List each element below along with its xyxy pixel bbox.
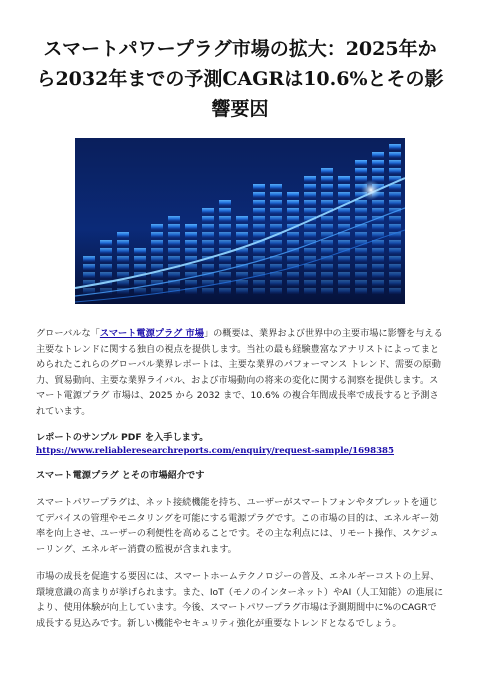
hero-bar-segment	[372, 224, 384, 230]
hero-bar-segment	[304, 176, 316, 182]
hero-bar-segment	[304, 184, 316, 190]
hero-bar-segment	[389, 272, 401, 278]
hero-bar-segment	[287, 256, 299, 262]
hero-bar-segment	[321, 224, 333, 230]
body-paragraph-2: スマートパワープラグは、ネット接続機能を持ち、ユーザーがスマートフォンやタブレットを通じてデバイスの管理やモニタリングを可能にする電源プラグです。この市場の目的は、エネルギー効率を向上させ、ユーザーの利便性を高めることです。その主な利点には、リモート操作、スケジューリング、エネルギー消費の監視が含まれます。	[36, 497, 439, 555]
hero-bar-segment	[304, 248, 316, 254]
hero-bar-segment	[389, 192, 401, 198]
hero-bar-segment	[219, 240, 231, 246]
hero-bar-segment	[253, 232, 265, 238]
hero-bar-segment	[253, 224, 265, 230]
hero-bar-segment	[389, 160, 401, 166]
hero-bar-segment	[321, 280, 333, 286]
hero-bar-segment	[321, 264, 333, 270]
hero-bar-segment	[389, 288, 401, 294]
hero-bar-segment	[338, 216, 350, 222]
hero-bar-segment	[236, 256, 248, 262]
hero-bar-segment	[100, 272, 112, 278]
hero-bar-segment	[168, 256, 180, 262]
hero-bar-segment	[355, 264, 367, 270]
hero-bar-segment	[372, 168, 384, 174]
hero-bar-segment	[287, 232, 299, 238]
hero-bar-segment	[389, 224, 401, 230]
hero-bar-segment	[321, 288, 333, 294]
hero-bar-segment	[236, 216, 248, 222]
hero-bar-segment	[117, 240, 129, 246]
hero-bar-segment	[134, 248, 146, 254]
hero-bar-segment	[372, 152, 384, 158]
section-heading: スマート電源プラグ とその市場紹介です	[36, 470, 205, 481]
hero-bar-segment	[202, 264, 214, 270]
hero-bar-segment	[100, 240, 112, 246]
hero-bar-segment	[287, 216, 299, 222]
market-link[interactable]: スマート電源プラグ 市場	[99, 328, 204, 339]
hero-bar-segment	[134, 264, 146, 270]
hero-bar-segment	[117, 232, 129, 238]
hero-bar-segment	[338, 272, 350, 278]
hero-bar-segment	[355, 272, 367, 278]
hero-bar-segment	[287, 288, 299, 294]
hero-bar-segment	[185, 224, 197, 230]
hero-bar-segment	[219, 272, 231, 278]
hero-bar-segment	[304, 272, 316, 278]
hero-bar-segment	[168, 224, 180, 230]
document-title: スマートパワープラグ市場の拡大：2025年から2032年までの予測CAGRは10.6%とその影響要因	[36, 38, 444, 120]
hero-bar-segment	[338, 192, 350, 198]
hero-bar-segment	[372, 264, 384, 270]
hero-bar-segment	[117, 272, 129, 278]
hero-bar-segment	[321, 184, 333, 190]
hero-bar-segment	[321, 248, 333, 254]
intro-paragraph	[36, 326, 444, 419]
hero-bar-segment	[355, 168, 367, 174]
hero-bar-segment	[321, 200, 333, 206]
hero-bar-segment	[236, 280, 248, 286]
hero-bar-segment	[355, 232, 367, 238]
hero-bar-segment	[355, 160, 367, 166]
hero-bar-segment	[219, 232, 231, 238]
hero-bar-segment	[389, 200, 401, 206]
hero-bar-segment	[287, 240, 299, 246]
hero-bar-segment	[389, 256, 401, 262]
hero-bar-segment	[219, 208, 231, 214]
hero-bar-segment	[287, 200, 299, 206]
hero-bar-segment	[287, 272, 299, 278]
hero-bar-segment	[270, 280, 282, 286]
hero-bar-segment	[304, 200, 316, 206]
hero-bar-segment	[100, 264, 112, 270]
hero-bar-segment	[287, 208, 299, 214]
hero-bar-segment	[270, 224, 282, 230]
hero-bar-segment	[151, 240, 163, 246]
hero-bar-segment	[202, 240, 214, 246]
hero-bar-segment	[287, 280, 299, 286]
hero-bar-segment	[253, 192, 265, 198]
hero-bar-segment	[202, 224, 214, 230]
hero-bar-segment	[304, 264, 316, 270]
hero-bar-segment	[236, 272, 248, 278]
hero-bar-segment	[270, 264, 282, 270]
hero-bar-segment	[372, 248, 384, 254]
hero-bar-segment	[151, 224, 163, 230]
hero-bar-segment	[355, 288, 367, 294]
hero-bar-segment	[219, 200, 231, 206]
hero-bar-segment	[372, 288, 384, 294]
hero-bar-segment	[304, 232, 316, 238]
intro-text-after: 」の概要は、業界および世界中の主要市場に影響を与える主要なトレンドに関する独自の視点を提供します。当社の最も経験豊富なアナリストによってまとめられたこれらのグローバル業界レポートは、主要な業界のパフォーマンス トレンド、需要の原動力、貿易動向、主要な業界ライバル、および市場動向の将来の変化に関する洞察を提供します。スマート電源プラグ 市場は、2025 から 2032 まで、10.6% の複合年間成長率で成長すると予測されています。	[36, 328, 443, 417]
hero-bar-segment	[287, 192, 299, 198]
hero-bar-segment	[270, 248, 282, 254]
hero-bar-segment	[253, 208, 265, 214]
hero-bar-segment	[355, 280, 367, 286]
hero-bar-segment	[202, 216, 214, 222]
hero-bar-segment	[372, 272, 384, 278]
hero-bar-segment	[355, 216, 367, 222]
hero-bar-segment	[338, 264, 350, 270]
hero-bar-segment	[253, 264, 265, 270]
hero-bar-segment	[338, 208, 350, 214]
hero-bar-segment	[219, 256, 231, 262]
hero-bar-segment	[253, 200, 265, 206]
hero-bar-segment	[270, 240, 282, 246]
hero-bar-segment	[321, 272, 333, 278]
hero-bar-segment	[202, 232, 214, 238]
hero-bar-segment	[168, 272, 180, 278]
hero-bar-segment	[83, 288, 95, 294]
hero-bar-segment	[253, 216, 265, 222]
hero-bar-segment	[168, 248, 180, 254]
hero-bar-segment	[253, 288, 265, 294]
hero-bar-segment	[389, 168, 401, 174]
body-paragraph-3: 市場の成長を促進する要因には、スマートホームテクノロジーの普及、エネルギーコストの上昇、環境意識の高まりが挙げられます。また、IoT（モノのインターネット）やAI（人工知能）の進展により、使用体験が向上しています。今後、スマートパワープラグ市場は予測期間中に%のCAGRで成長する見込みです。新しい機能やセキュリティ強化が重要なトレンドとなるでしょう。	[36, 571, 444, 629]
hero-bar-segment	[270, 184, 282, 190]
hero-bar-segment	[338, 184, 350, 190]
hero-bar-segment	[117, 248, 129, 254]
hero-bar-segment	[321, 192, 333, 198]
hero-bar-segment	[304, 192, 316, 198]
hero-bar-segment	[151, 248, 163, 254]
hero-bar-segment	[253, 280, 265, 286]
hero-bar-segment	[219, 216, 231, 222]
hero-bar-segment	[253, 184, 265, 190]
hero-bar-segment	[134, 256, 146, 262]
hero-bar-segment	[134, 280, 146, 286]
sample-request-link[interactable]: https://www.reliableresearchreports.com/enquiry/request-sample/1698385	[36, 446, 395, 456]
hero-bar-segment	[338, 288, 350, 294]
hero-bar-segment	[270, 216, 282, 222]
hero-bar-segment	[372, 208, 384, 214]
hero-bar-segment	[202, 248, 214, 254]
hero-bar-segment	[321, 168, 333, 174]
hero-bar-segment	[202, 208, 214, 214]
hero-bar-segment	[304, 288, 316, 294]
hero-bar-segment	[185, 280, 197, 286]
hero-bar-segment	[236, 232, 248, 238]
hero-bar-segment	[185, 240, 197, 246]
hero-bar-segment	[389, 216, 401, 222]
hero-bar-segment	[185, 248, 197, 254]
hero-bar-segment	[117, 264, 129, 270]
hero-bar-segment	[270, 192, 282, 198]
hero-bar-segment	[83, 256, 95, 262]
hero-bar-segment	[321, 240, 333, 246]
hero-bar-segment	[355, 200, 367, 206]
hero-bar-segment	[304, 208, 316, 214]
hero-bar-segment	[304, 224, 316, 230]
hero-bar-segment	[389, 280, 401, 286]
blue-bar-chart-growth-image	[75, 138, 405, 304]
hero-bar-segment	[321, 176, 333, 182]
hero-bar-segment	[168, 232, 180, 238]
hero-bar-segment	[389, 240, 401, 246]
hero-bar-segment	[253, 248, 265, 254]
sample-label: レポートのサンプル PDF を入手します。	[36, 432, 209, 443]
hero-bar-segment	[304, 280, 316, 286]
hero-bar-segment	[389, 144, 401, 150]
hero-bar-segment	[236, 288, 248, 294]
hero-bar-segment	[270, 208, 282, 214]
hero-bar-segment	[236, 224, 248, 230]
hero-bar-segment	[168, 240, 180, 246]
hero-bar-segment	[270, 288, 282, 294]
hero-bar-segment	[202, 288, 214, 294]
hero-bar-segment	[236, 240, 248, 246]
hero-bar-segment	[134, 288, 146, 294]
hero-bar-segment	[168, 216, 180, 222]
hero-bar-segment	[372, 256, 384, 262]
hero-bar-segment	[372, 160, 384, 166]
hero-bar-segment	[219, 224, 231, 230]
hero-bar-segment	[83, 272, 95, 278]
hero-bar-segment	[151, 232, 163, 238]
hero-bar-segment	[151, 264, 163, 270]
hero-bar-segment	[355, 208, 367, 214]
hero-bar-segment	[100, 248, 112, 254]
intro-text-before: グローバルな「	[36, 328, 100, 339]
hero-bar-segment	[151, 256, 163, 262]
hero-bar-segment	[389, 248, 401, 254]
hero-bar-segment	[338, 176, 350, 182]
hero-bar-segment	[219, 288, 231, 294]
hero-bar-segment	[338, 280, 350, 286]
hero-bar-segment	[389, 152, 401, 158]
hero-bar-segment	[338, 240, 350, 246]
hero-bar-segment	[355, 248, 367, 254]
hero-bar-segment	[372, 200, 384, 206]
hero-bar-segment	[355, 176, 367, 182]
hero-bar-segment	[338, 256, 350, 262]
hero-bar-segment	[100, 256, 112, 262]
hero-bar-segment	[372, 280, 384, 286]
hero-bar-segment	[321, 216, 333, 222]
hero-bar-segment	[185, 232, 197, 238]
hero-bar-segment	[117, 256, 129, 262]
hero-bar-segment	[83, 264, 95, 270]
hero-bar-segment	[270, 200, 282, 206]
hero-bar-segment	[355, 256, 367, 262]
hero-bar-segment	[389, 264, 401, 270]
